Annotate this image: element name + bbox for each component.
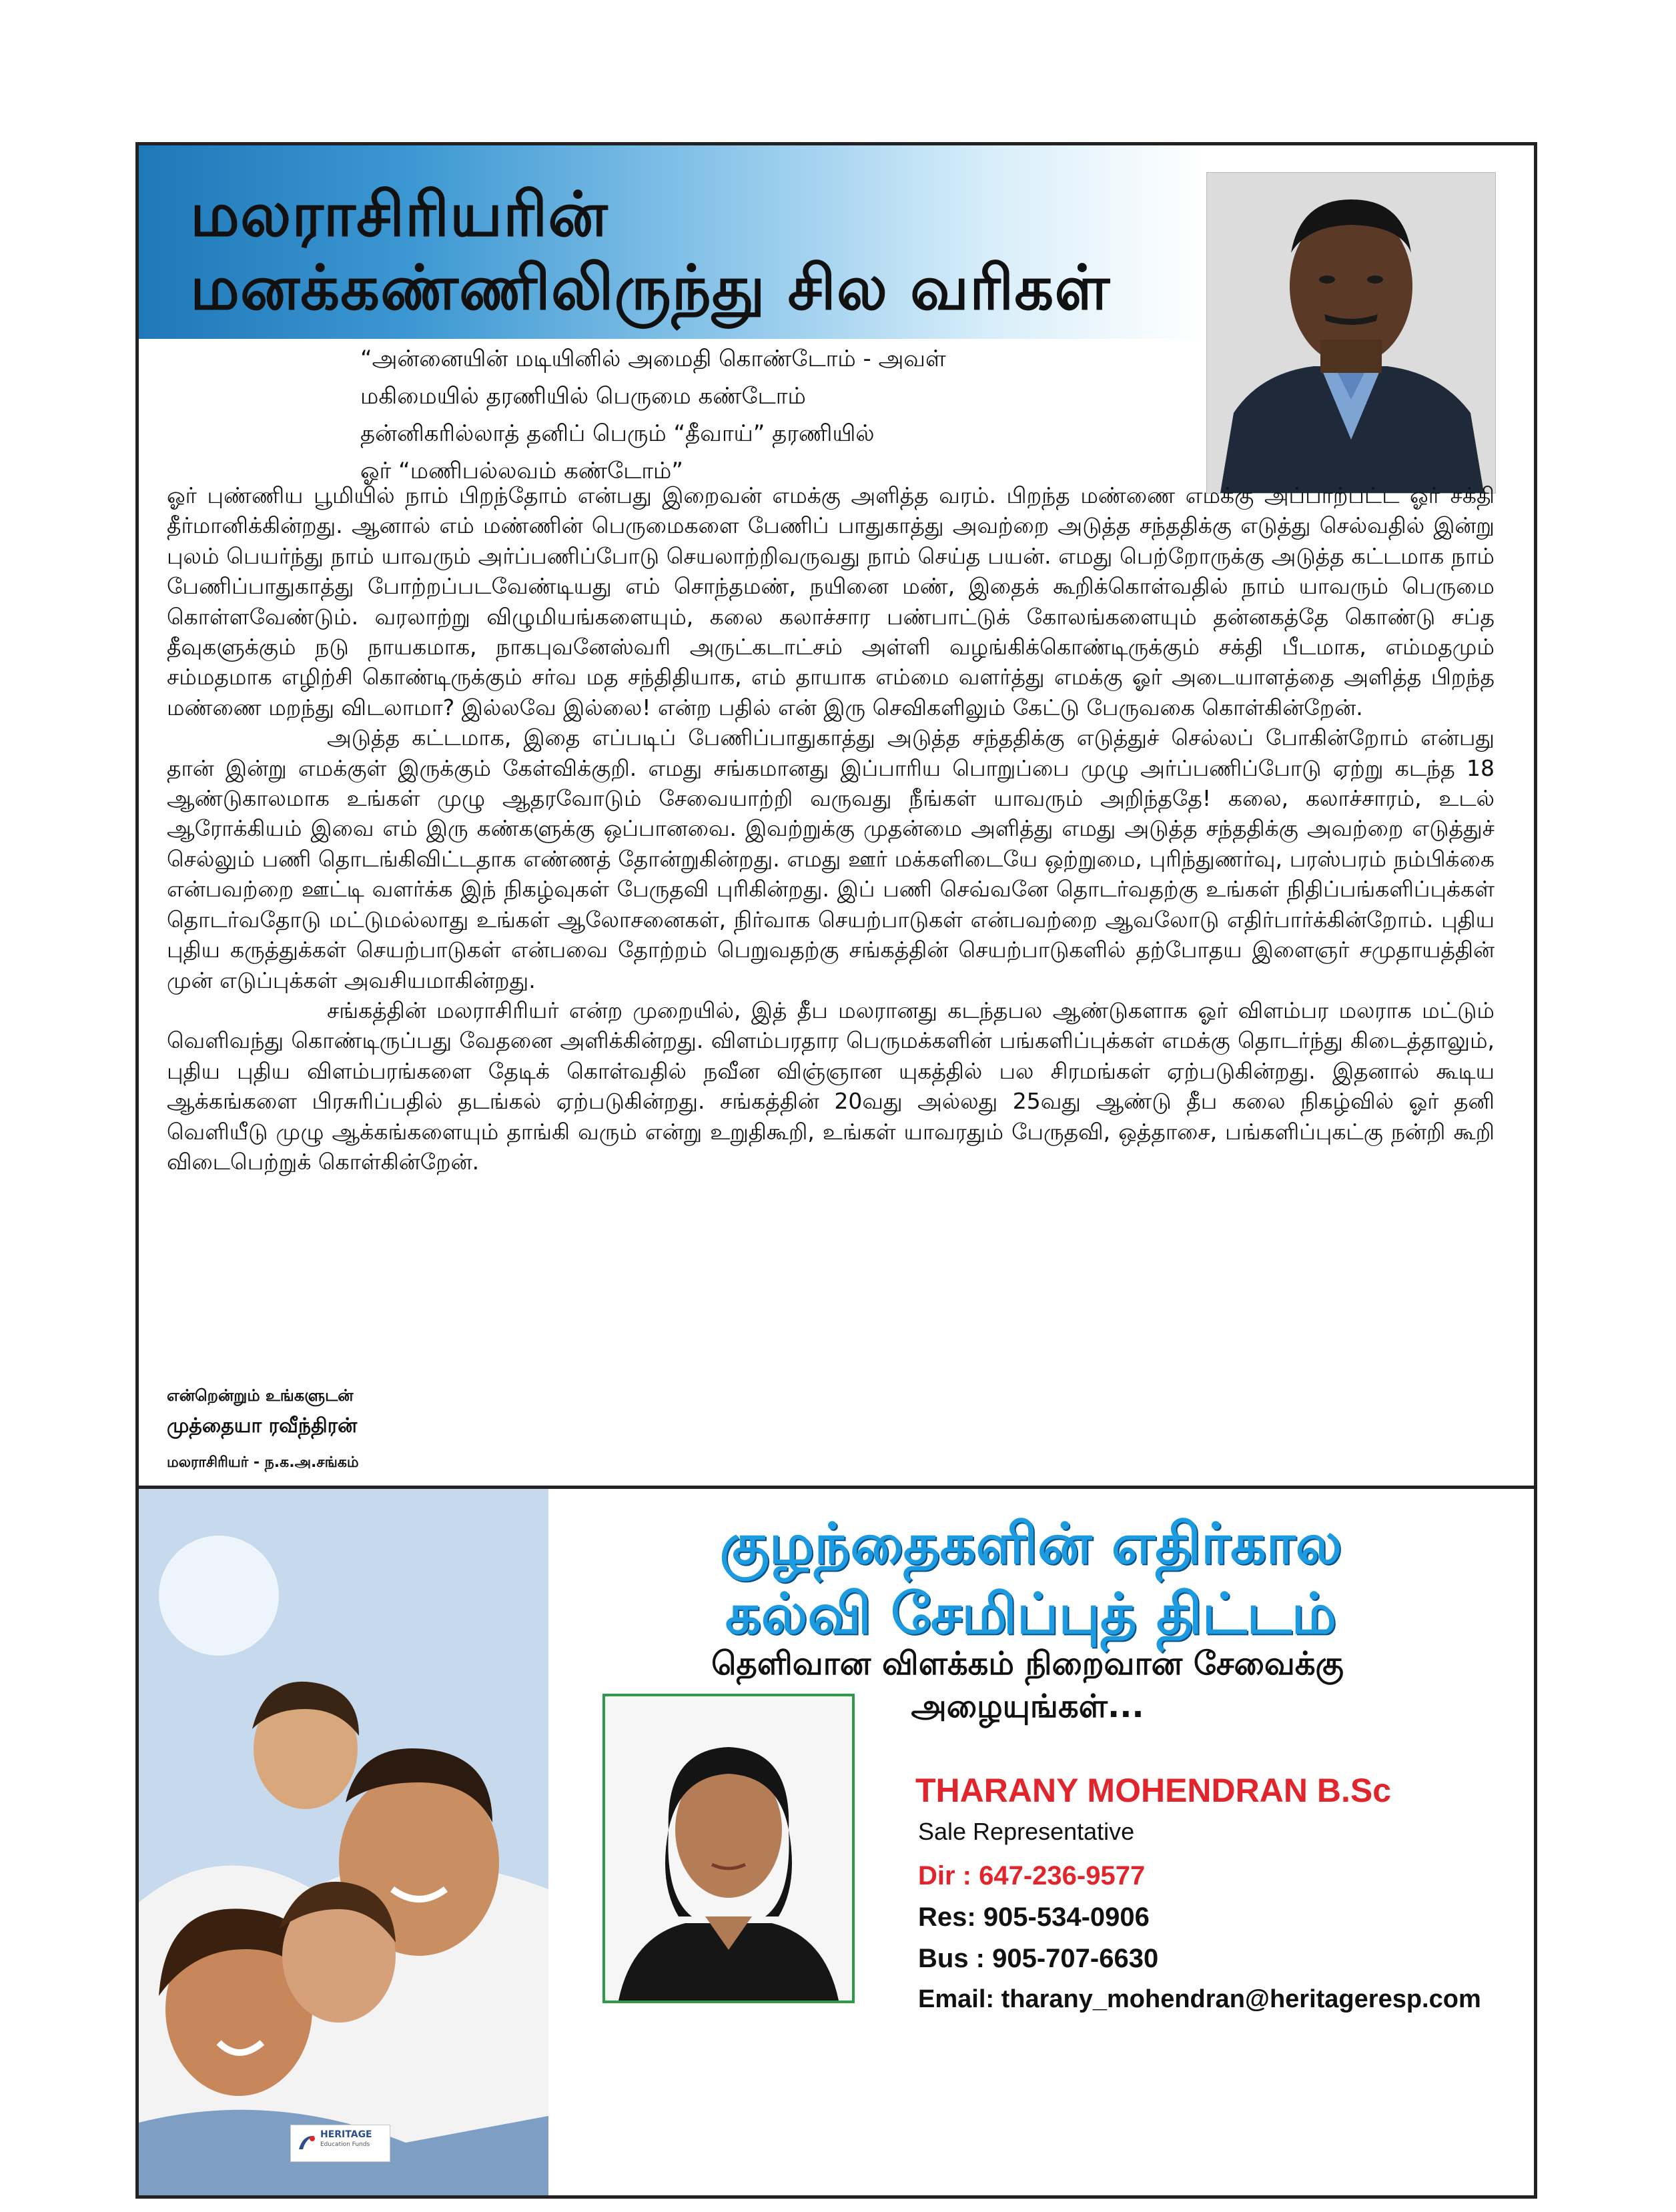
advert-tagline-line1: தெளிவான விளக்கம் நிறைவான சேவைக்கு xyxy=(711,1645,1344,1682)
article-body xyxy=(167,480,1495,1177)
poem-line: தன்னிகரில்லாத் தனிப் பெரும் “தீவாய்” தரணியில் xyxy=(360,420,875,447)
logo-subtext: Education Funds xyxy=(320,2141,370,2148)
representative-photo xyxy=(602,1694,855,2003)
heritage-logo xyxy=(290,2125,390,2162)
representative-role: Sale Representative xyxy=(918,1818,1135,1845)
poem-verse xyxy=(360,340,1161,490)
poem-line: மகிமையில் தரணியில் பெருமை கண்டோம் xyxy=(360,383,806,410)
article-title-line1: மலராசிரியரின் xyxy=(190,179,608,250)
author-role: மலராசிரியர் - ந.க.அ.சங்கம் xyxy=(167,1454,359,1471)
representative-name: THARANY MOHENDRAN B.Sc xyxy=(915,1772,1392,1809)
author-name: முத்தையா ரவீந்திரன் xyxy=(167,1414,358,1438)
advert-title-line2: கல்வி சேமிப்புத் திட்டம் xyxy=(725,1581,1337,1646)
residence-phone[interactable]: Res: 905-534-0906 xyxy=(918,1902,1150,1932)
poem-line: “அன்னையின் மடியினில் அமைதி கொண்டோம் - அவள் xyxy=(360,346,946,372)
heritage-swoosh-icon xyxy=(296,2132,318,2153)
direct-phone[interactable]: Dir : 647-236-9577 xyxy=(918,1861,1146,1890)
email-link[interactable]: Email: tharany_mohendran@heritageresp.com xyxy=(918,1985,1481,2013)
article-paragraph: ஓர் புண்ணிய பூமியில் நாம் பிறந்தோம் என்பது இறைவன் எமக்கு அளித்த வரம். பிறந்த மண்ணை எமக்கு அப்பாற்பட்ட ஓர் சக்தி தீர்மானிக்கின்றது. ஆனால் எம் மண்ணின் பெருமைகளை பேணிப் பாதுகாத்து அவற்றை அடுத்த சந்ததிக்கு எடுத்து செல்வதில் இன்று புலம் பெயர்ந்து நாம் யாவரும் அர்ப்பணிப்போடு செயலாற்றிவருவது நாம் செய்த பயன். எமது பெற்றோருக்கு அடுத்த கட்டமாக நாம் பேணிப்பாதுகாத்து போற்றப்படவேண்டியது எம் சொந்தமண், நயினை மண், இதைக் கூறிக்கொள்வதில் நாம் யாவரும் பெருமை கொள்ளவேண்டும். வரலாற்று விழுமியங்களையும், கலை கலாச்சார பண்பாட்டுக் கோலங்களையும் தன்னகத்தே கொண்டு சப்த தீவுகளுக்கும் நடு நாயகமாக, நாகபுவனேஸ்வரி அருட்கடாட்சம் அள்ளி வழங்கிக்கொண்டிருக்கும் சக்தி பீடமாக, எம்மதமும் சம்மதமாக எழிற்சி கொண்டிருக்கும் சர்வ மத சந்திதியாக, எம் தாயாக எம்மை வளர்த்து எமக்கு ஓர் அடையாளத்தை அளித்த பிறந்த மண்ணை மறந்து விடலாமா? இல்லவே இல்லை! என்ற பதில் என் இரு செவிகளிலும் கேட்டு பேருவகை கொள்கின்றேன். xyxy=(167,482,1495,720)
business-phone[interactable]: Bus : 905-707-6630 xyxy=(918,1944,1159,1973)
sign-off: என்றென்றும் உங்களுடன் xyxy=(167,1386,354,1405)
article-paragraph: அடுத்த கட்டமாக, இதை எப்படிப் பேணிப்பாதுகாத்து அடுத்த சந்ததிக்கு எடுத்துச் செல்லப் போகின்றோம் என்பது தான் இன்று எமக்குள் இருக்கும் கேள்விக்குறி. எமது சங்கமானது இப்பாரிய பொறுப்பை முழு அர்ப்பணிப்போடு ஏற்று கடந்த 18 ஆண்டுகாலமாக உங்கள் முழு ஆதரவோடும் சேவையாற்றி வருவது நீங்கள் யாவரும் அறிந்ததே! கலை, கலாச்சாரம், உடல் ஆரோக்கியம் இவை எம் இரு கண்களுக்கு ஒப்பானவை. இவற்றுக்கு முதன்மை அளித்து எமது அடுத்த சந்ததிக்கு அவற்றை எடுத்துச் செல்லும் பணி தொடங்கிவிட்டதாக எண்ணத் தோன்றுகின்றது. எமது ஊர் மக்களிடையே ஒற்றுமை, புரிந்துணர்வு, பரஸ்பரம் நம்பிக்கை என்பவற்றை ஊட்டி வளர்க்க இந் நிகழ்வுகள் பேருதவி புரிகின்றது. இப் பணி செவ்வனே தொடர்வதற்கு உங்கள் நிதிப்பங்களிப்புக்கள் தொடர்வதோடு மட்டுமல்லாது உங்கள் ஆலோசனைகள், நிர்வாக செயற்பாடுகள் என்பவற்றை ஆவலோடு எதிர்பார்க்கின்றோம். புதிய புதிய கருத்துக்கள் செயற்பாடுகள் என்பவை தோற்றம் பெறுவதற்கு சங்கத்தின் செயற்பாடுகளில் தற்போதய இளைஞர் சமுதாயத்தின் முன் எடுப்புக்கள் அவசியமாகின்றது. xyxy=(167,724,1495,993)
advert-title-line1: குழந்தைகளின் எதிர்கால xyxy=(719,1511,1342,1576)
poem-line: ஓர் “மணிபல்லவம் கண்டோம்” xyxy=(360,458,684,484)
article-paragraph: சங்கத்தின் மலராசிரியர் என்ற முறையில், இத் தீப மலரானது கடந்தபல ஆண்டுகளாக ஓர் விளம்பர மலராக மட்டும் வெளிவந்து கொண்டிருப்பது வேதனை அளிக்கின்றது. விளம்பரதார பெருமக்களின் பங்களிப்புக்கள் எமக்கு தொடர்ந்து கிடைத்தாலும், புதிய புதிய விளம்பரங்களை தேடிக் கொள்வதில் நவீன விஞ்ஞான யுகத்தில் பல சிரமங்கள் ஏற்படுகின்றது. இதனால் கூடிய ஆக்கங்களை பிரசுரிப்பதில் தடங்கல் ஏற்படுகின்றது. சங்கத்தின் 20வது அல்லது 25வது ஆண்டு தீப கலை நிகழ்வில் ஓர் தனி வெளியீடு முழு ஆக்கங்களையும் தாங்கி வரும் என்று உறுதிகூறி, உங்கள் யாவரதும் பேருதவி, ஒத்தாசை, பங்களிப்புகட்கு நன்றி கூறி விடைபெற்றுக் கொள்கின்றேன். xyxy=(167,997,1495,1175)
logo-text: HERITAGE xyxy=(320,2129,372,2140)
advert-tagline-line2: அழையுங்கள்... xyxy=(911,1688,1144,1725)
editor-portrait xyxy=(1206,172,1496,494)
family-photo xyxy=(139,1489,548,2195)
article-title-line2: மனக்கண்ணிலிருந்து சில வரிகள் xyxy=(190,252,1111,324)
